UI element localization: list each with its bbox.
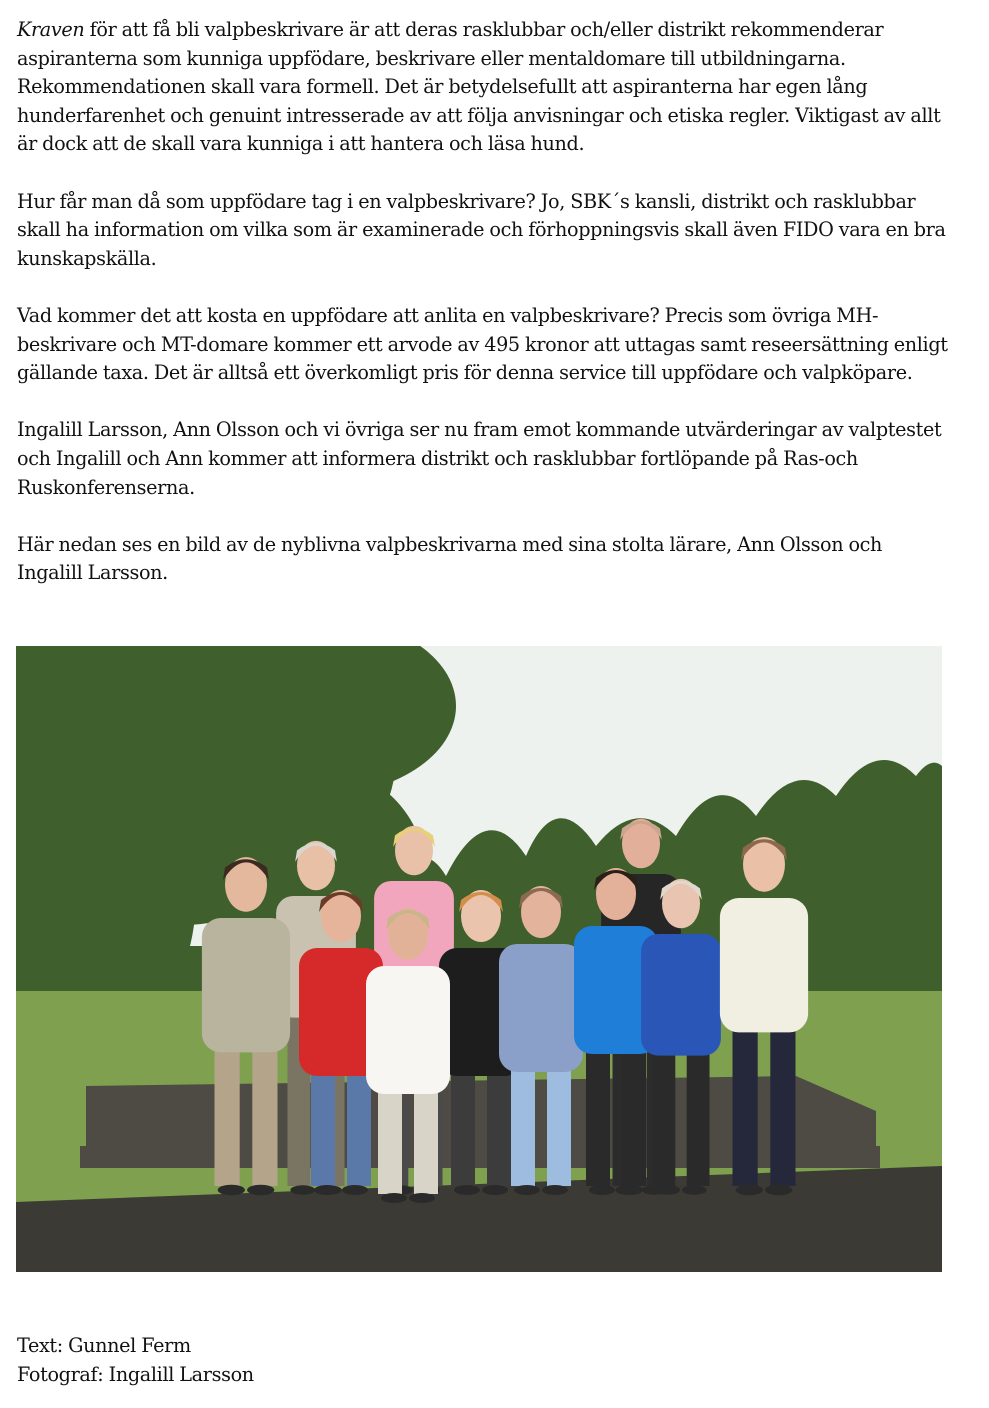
text-credit: Text: Gunnel Ferm [17, 1334, 191, 1357]
paragraph-text: för att få bli valpbeskrivare är att deras rasklubbar och/eller distrikt rekommenderar aspiranterna som kunniga uppfödare, beskrivare eller mentaldomare till utbildningarna. Rekommendationen skall vara formell. Det är betydelsefullt att aspiranterna har egen lång hunderfarenhet och genuint intresserade av att följa anvisningar och etiska regler. Viktigast av allt är dock att de skall vara kunniga i att hantera och läsa hund. [17, 18, 941, 156]
paragraph-requirements [17, 16, 952, 159]
paragraph-photo-intro: Här nedan ses en bild av de nyblivna valpbeskrivarna med sina stolta lärare, Ann Olsson och Ingalill Larsson. [17, 532, 883, 585]
photo-credit: Fotograf: Ingalill Larsson [17, 1363, 254, 1386]
paragraph-cost: Vad kommer det att kosta en uppfödare att anlita en valpbeskrivare? Precis som övriga MH-beskrivare och MT-domare kommer ett arvode av 495 kronor att uttagas samt reseersättning enligt gällande taxa. Det är alltså ett överkomligt pris för denna service till uppfödare och valpköpare. [17, 303, 948, 385]
paragraph-finding: Hur får man då som uppfödare tag i en valpbeskrivare? Jo, SBK´s kansli, distrikt och rasklubbar skall ha information om vilka som är examinerade och förhoppningsvis skall även FIDO vara en bra kunskapskälla. [17, 189, 946, 270]
paragraph-evaluation: Ingalill Larsson, Ann Olsson och vi övriga ser nu fram emot kommande utvärderingar av valptestet och Ingalill och Ann kommer att informera distrikt och rasklubbar fortlöpande på Ras-och Ruskonferenserna. [17, 418, 942, 499]
credits [17, 1331, 254, 1389]
group-photo [16, 646, 942, 1272]
article-body [17, 16, 952, 588]
lead-word: Kraven [17, 18, 85, 41]
